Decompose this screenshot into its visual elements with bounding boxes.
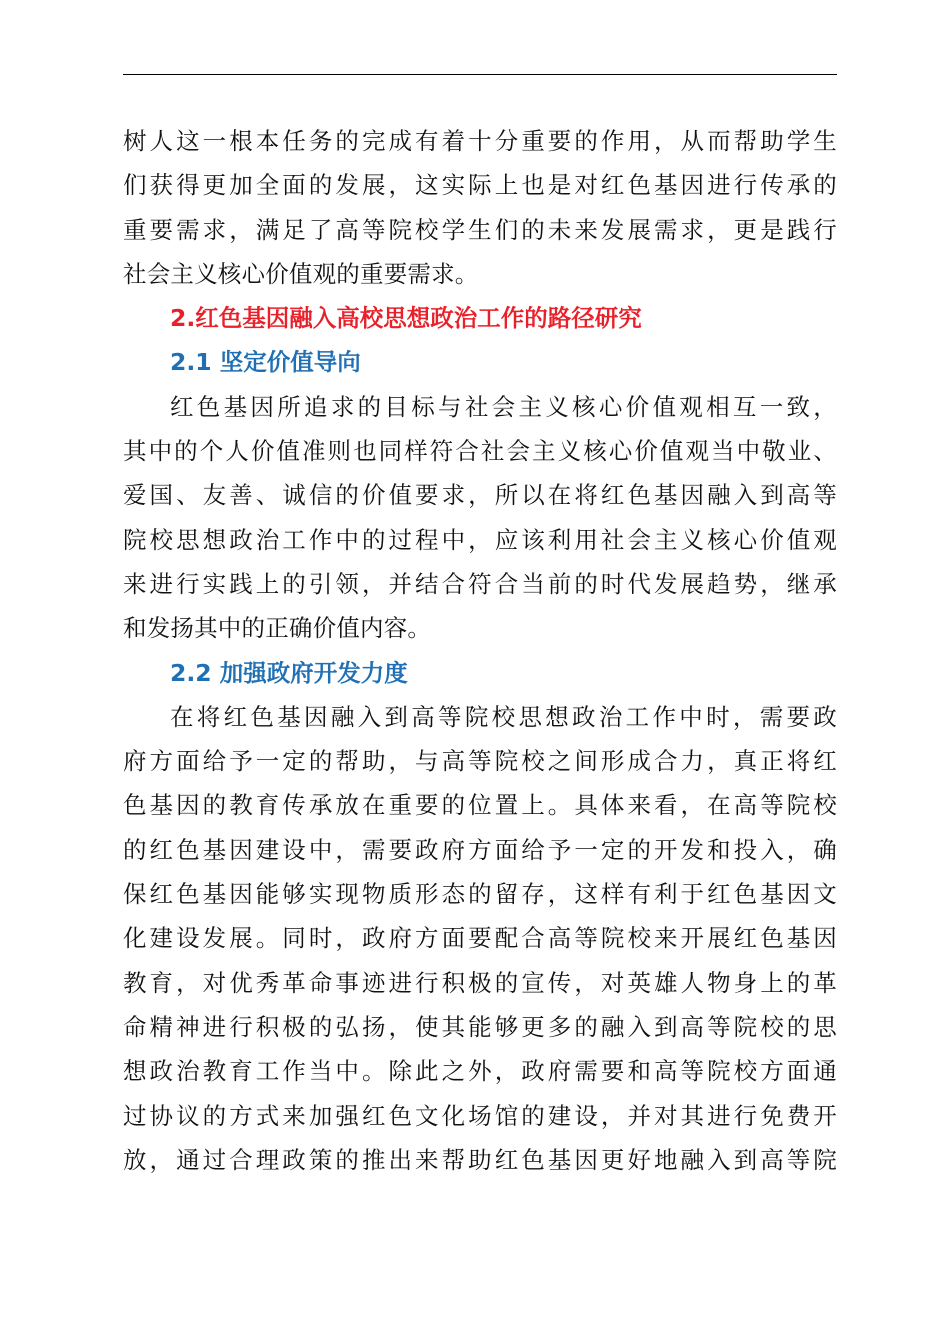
text-line: 想政治教育工作当中。除此之外，政府需要和高等院校方面通 — [123, 1057, 837, 1086]
text-line: 的红色基因建设中，需要政府方面给予一定的开发和投入，确 — [123, 835, 837, 864]
text-line: 命精神进行积极的弘扬，使其能够更多的融入到高等院校的思 — [123, 1012, 837, 1041]
text-line: 在将红色基因融入到高等院校思想政治工作中时，需要政 — [170, 702, 837, 731]
text-line: 红色基因所追求的目标与社会主义核心价值观相互一致， — [170, 392, 837, 421]
section-heading: 2.红色基因融入高校思想政治工作的路径研究 — [170, 304, 642, 333]
document-body — [123, 119, 837, 1182]
text-line: 们获得更加全面的发展，这实际上也是对红色基因进行传承的 — [123, 171, 837, 200]
subsection-heading-value-orientation: 2.1 坚定价值导向 — [170, 348, 361, 377]
text-line: 府方面给予一定的帮助，与高等院校之间形成合力，真正将红 — [123, 747, 837, 776]
paragraph-value-orientation — [123, 385, 837, 651]
text-line: 过协议的方式来加强红色文化场馆的建设，并对其进行免费开 — [123, 1101, 837, 1130]
paragraph-continuation — [123, 119, 837, 296]
text-line: 树人这一根本任务的完成有着十分重要的作用，从而帮助学生 — [123, 127, 837, 155]
text-line: 重要需求，满足了高等院校学生们的未来发展需求，更是践行 — [123, 215, 837, 244]
text-line: 色基因的教育传承放在重要的位置上。具体来看，在高等院校 — [123, 791, 837, 820]
header-rule — [123, 74, 837, 75]
text-line: 其中的个人价值准则也同样符合社会主义核心价值观当中敬业、 — [123, 437, 837, 466]
text-line: 院校思想政治工作中的过程中，应该利用社会主义核心价值观 — [123, 525, 837, 554]
text-line: 化建设发展。同时，政府方面要配合高等院校来开展红色基因 — [123, 924, 837, 953]
text-line: 和发扬其中的正确价值内容。 — [123, 614, 432, 643]
paragraph-government-support — [123, 695, 837, 1182]
text-line: 爱国、友善、诚信的价值要求，所以在将红色基因融入到高等 — [123, 481, 837, 510]
text-line: 来进行实践上的引领，并结合符合当前的时代发展趋势，继承 — [123, 569, 837, 598]
text-line: 保红色基因能够实现物质形态的留存，这样有利于红色基因文 — [123, 880, 837, 909]
text-line: 教育，对优秀革命事迹进行积极的宣传，对英雄人物身上的革 — [123, 968, 837, 997]
text-line: 放，通过合理政策的推出来帮助红色基因更好地融入到高等院 — [123, 1145, 837, 1174]
subsection-heading-government-support: 2.2 加强政府开发力度 — [170, 658, 408, 687]
text-line: 社会主义核心价值观的重要需求。 — [123, 259, 479, 288]
